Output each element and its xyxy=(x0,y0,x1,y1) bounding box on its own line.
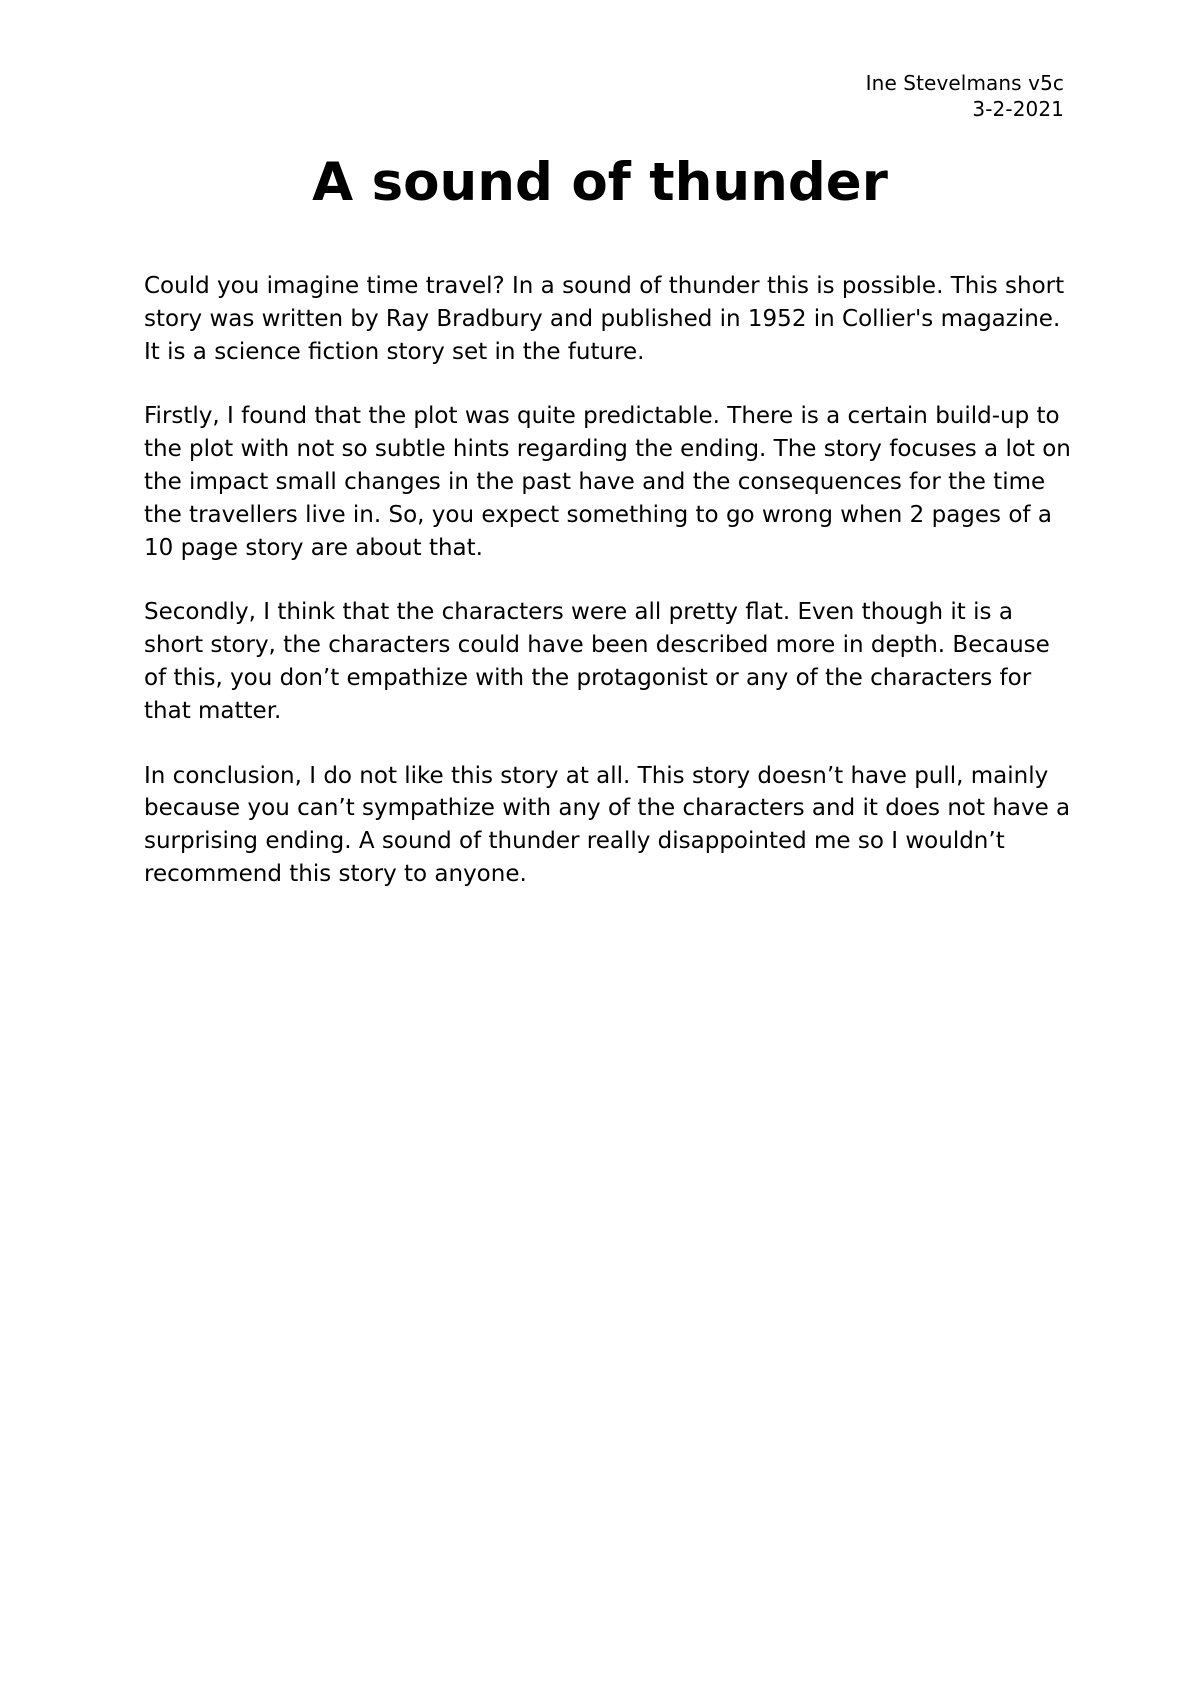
paragraph-characters: Secondly, I think that the characters were all pretty flat. Even though it is a short story, the characters could have been described more in depth. Because of this, you don’t empathize with the protagonist or any of the characters for that matter. xyxy=(144,599,1050,724)
paragraph-conclusion: In conclusion, I do not like this story at all. This story doesn’t have pull, mainly because you can’t sympathize with any of the characters and it does not have a surprising ending. A sound of thunder really disappointed me so I wouldn’t recommend this story to anyone. xyxy=(144,762,1071,887)
author-line: Ine Stevelmans v5c xyxy=(865,71,1064,95)
date-line: 3-2-2021 xyxy=(972,97,1064,121)
document-title: A sound of thunder xyxy=(312,152,888,213)
document-header xyxy=(866,70,1064,122)
document-body xyxy=(144,270,1076,923)
paragraph-plot: Firstly, I found that the plot was quite predictable. There is a certain build-up to the plot with not so subtle hints regarding the ending. The story focuses a lot on the impact small changes in the past have and the consequences for the time the travellers live in. So, you expect something to go wrong when 2 pages of a 10 page story are about that. xyxy=(144,403,1071,561)
paragraph-introduction: Could you imagine time travel? In a sound of thunder this is possible. This short story was written by Ray Bradbury and published in 1952 in Collier's magazine. It is a science fiction story set in the future. xyxy=(144,273,1065,365)
